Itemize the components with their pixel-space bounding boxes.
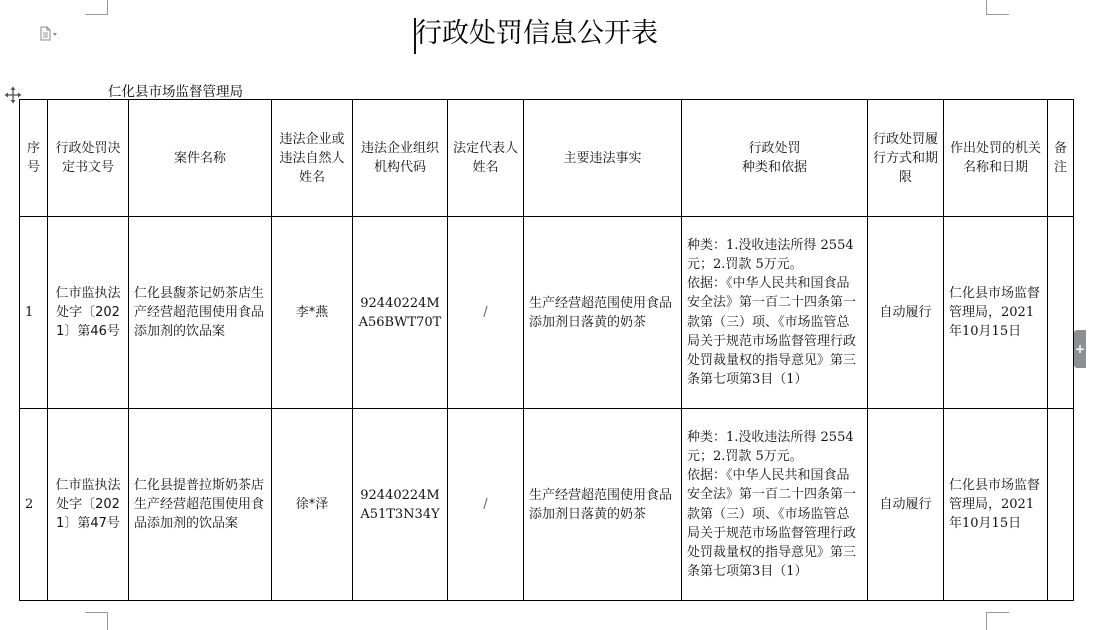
- crop-mark-top-left: [85, 0, 108, 15]
- cell-punishment[interactable]: 种类：1.没收违法所得 2554元；2.罚款 5万元。 依据：《中华人民共和国食品安全法》第一百二十四条第一款第（三）项、《市场监管总局关于规范市场监督管理行政处罚裁量权的指导意见》第三条第七项第3目（1）: [682, 217, 868, 409]
- cell-party[interactable]: 李*燕: [272, 217, 353, 409]
- cell-facts[interactable]: 生产经营超范围使用食品添加剂日落黄的奶茶: [524, 217, 682, 409]
- cell-remark[interactable]: [1048, 217, 1074, 409]
- table-header-row: [20, 100, 1074, 217]
- agency-name[interactable]: 仁化县市场监督管理局: [108, 84, 243, 100]
- cell-authority-date[interactable]: 仁化县市场监督管理局，2021年10月15日: [944, 409, 1048, 601]
- cell-index[interactable]: 1: [20, 217, 48, 409]
- header-legal-rep[interactable]: 法定代表人姓名: [448, 100, 524, 217]
- header-case-name[interactable]: 案件名称: [129, 100, 272, 217]
- header-authority-date[interactable]: 作出处罚的机关名称和日期: [944, 100, 1048, 217]
- table-row: [20, 409, 1074, 601]
- header-org-code[interactable]: 违法企业组织机构代码: [353, 100, 448, 217]
- cell-org-code[interactable]: 92440224MA51T3N34Y: [353, 409, 448, 601]
- cell-case-name[interactable]: 仁化县馥茶记奶茶店生产经营超范围使用食品添加剂的饮品案: [129, 217, 272, 409]
- page-title[interactable]: 行政处罚信息公开表: [415, 18, 658, 49]
- penalty-table: [19, 99, 1074, 601]
- cell-punishment[interactable]: 种类：1.没收违法所得 2554元；2.罚款 5万元。 依据：《中华人民共和国食品安全法》第一百二十四条第一款第（三）项、《市场监管总局关于规范市场监督管理行政处罚裁量权的指导意见》第三条第七项第3目（1）: [682, 409, 868, 601]
- crop-mark-top-right: [986, 0, 1009, 15]
- header-facts[interactable]: 主要违法事实: [524, 100, 682, 217]
- cell-case-name[interactable]: 仁化县提普拉斯奶茶店生产经营超范围使用食品添加剂的饮品案: [129, 409, 272, 601]
- header-execution[interactable]: 行政处罚履行方式和期限: [868, 100, 944, 217]
- crop-mark-bottom-right: [986, 612, 1009, 630]
- cell-index[interactable]: 2: [20, 409, 48, 601]
- cell-decision-no[interactable]: 仁市监执法处字〔2021〕第47号: [48, 409, 129, 601]
- header-index[interactable]: 序号: [20, 100, 48, 217]
- cell-org-code[interactable]: 92440224MA56BWT70T: [353, 217, 448, 409]
- cell-execution[interactable]: 自动履行: [868, 217, 944, 409]
- cell-decision-no[interactable]: 仁市监执法处字〔2021〕第46号: [48, 217, 129, 409]
- cell-execution[interactable]: 自动履行: [868, 409, 944, 601]
- header-remark[interactable]: 备注: [1048, 100, 1074, 217]
- document-icon[interactable]: [40, 26, 58, 42]
- table-row: [20, 217, 1074, 409]
- cell-remark[interactable]: [1048, 409, 1074, 601]
- header-party[interactable]: 违法企业或违法自然人姓名: [272, 100, 353, 217]
- cell-legal-rep[interactable]: /: [448, 409, 524, 601]
- cell-authority-date[interactable]: 仁化县市场监督管理局，2021年10月15日: [944, 217, 1048, 409]
- header-punishment[interactable]: 行政处罚 种类和依据: [682, 100, 868, 217]
- cell-party[interactable]: 徐*泽: [272, 409, 353, 601]
- crop-mark-bottom-left: [85, 612, 108, 630]
- header-decision-no[interactable]: 行政处罚决定书文号: [48, 100, 129, 217]
- cell-legal-rep[interactable]: /: [448, 217, 524, 409]
- side-expand-tab[interactable]: +: [1074, 330, 1086, 368]
- cell-facts[interactable]: 生产经营超范围使用食品添加剂日落黄的奶茶: [524, 409, 682, 601]
